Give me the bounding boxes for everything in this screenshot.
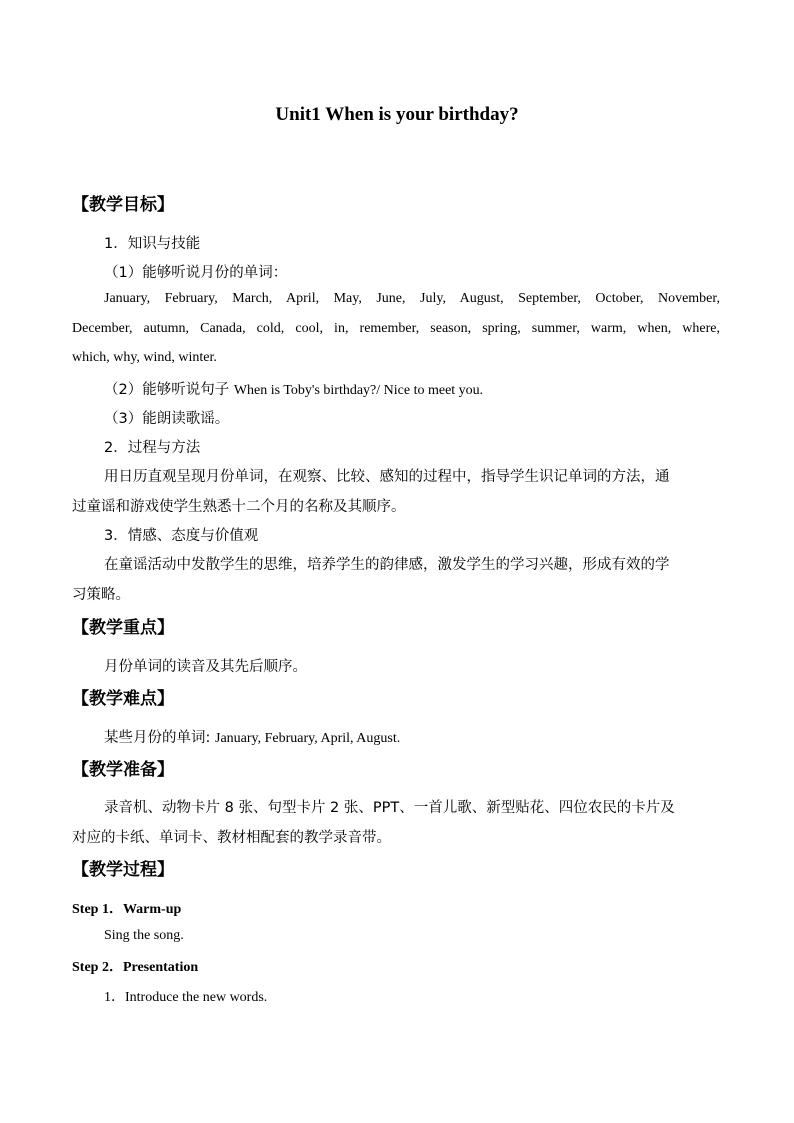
section-heading-preparation: 【教学准备】 [72,760,174,780]
section-heading-difficulties: 【教学难点】 [72,689,174,709]
section-heading-process: 【教学过程】 [72,860,174,880]
step-2-text: 1．Introduce the new words. [104,990,268,1005]
objective-sub3: （3）能朗读歌谣。 [104,411,230,427]
objective-sub1-label: （1）能够听说月份的单词： [104,265,288,281]
difficulties-words: January, February, April, August. [215,731,401,746]
objective-sub2 [104,378,483,399]
difficulties-label: 某些月份的单词: [104,730,211,746]
month-words-line-2: December, autumn, Canada, cold, cool, in, remember, season, spring, summer, warm, when, where, [72,321,720,336]
preparation-line-1: 录音机、动物卡片 8 张、句型卡片 2 张、PPT、一首儿歌、新型贴花、四位农民的卡片及 [104,800,675,816]
step-2-title: Step 2．Presentation [72,960,199,975]
emotion-line-1: 在童谣活动中发散学生的思维，培养学生的韵律感，激发学生的学习兴趣，形成有效的学 [104,557,670,573]
method-line-2: 过童谣和游戏使学生熟悉十二个月的名称及其顺序。 [72,499,406,515]
objective-sub2-sentence: When is Toby's birthday?/ Nice to meet you. [233,383,484,398]
month-words-line-3: which, why, wind, winter. [72,350,217,365]
method-line-1: 用日历直观呈现月份单词，在观察、比较、感知的过程中，指导学生识记单词的方法，通 [104,469,670,485]
step-1-title: Step 1．Warm-up [72,902,182,917]
preparation-line-2: 对应的卡纸、单词卡、教材相配套的教学录音带。 [72,830,391,846]
page-title: Unit1 When is your birthday? [275,104,519,125]
difficulties-line [104,726,400,747]
step-1-text: Sing the song. [104,928,184,943]
objective-sub2-label: （2）能够听说句子 [104,382,230,398]
objective-item-knowledge: 1．知识与技能 [104,236,201,252]
month-words-line-1: January, February, March, April, May, June, July, August, September, October, November, [104,291,720,306]
key-points-text: 月份单词的读音及其先后顺序。 [104,659,307,675]
objective-item-process: 2．过程与方法 [104,440,201,456]
section-heading-objectives: 【教学目标】 [72,195,174,215]
objective-item-emotion: 3．情感、态度与价值观 [104,528,259,544]
emotion-line-2: 习策略。 [72,587,130,603]
section-heading-key-points: 【教学重点】 [72,618,174,638]
